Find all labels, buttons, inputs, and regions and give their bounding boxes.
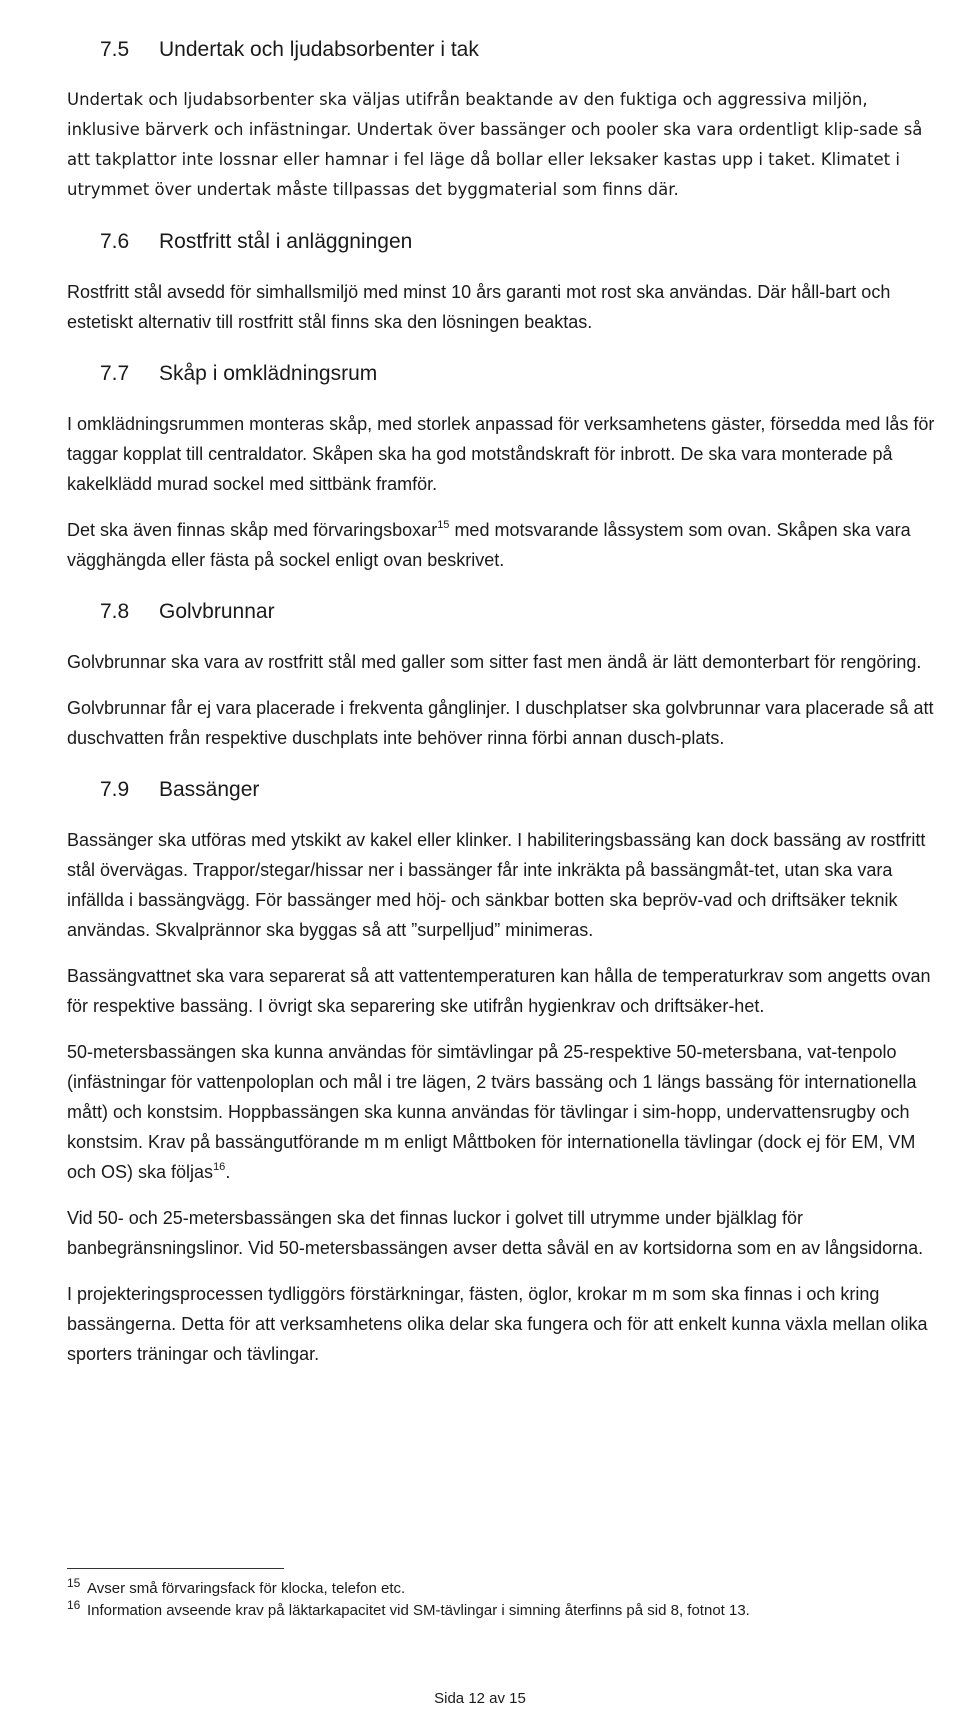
section-title: Bassänger bbox=[159, 778, 260, 801]
footnote-text: Information avseende krav på läktarkapacitet vid SM-tävlingar i simning återfinns på sid 8, fotnot 13. bbox=[87, 1602, 750, 1619]
paragraph: Golvbrunnar får ej vara placerade i frekventa gånglinjer. I duschplatser ska golvbrunnar vara placerade så att duschvatten från respektive duschplats inte behöver rinna förbi annan dusch-plats. bbox=[67, 698, 934, 748]
footnote-number: 15 bbox=[67, 1576, 81, 1590]
footnote-16 bbox=[67, 1600, 935, 1622]
paragraph: Rostfritt stål avsedd för simhallsmiljö med minst 10 års garanti mot rost ska användas. Där håll-bart och estetiskt alternativ till rostfritt stål finns ska den lösningen beaktas. bbox=[67, 282, 891, 332]
footnotes bbox=[67, 1578, 935, 1622]
paragraph: Vid 50- och 25-metersbassängen ska det finnas luckor i golvet till utrymme under bjälklag för banbegränsningslinor. Vid 50-metersbassängen avser detta såväl en av kortsidorna som en av långsidorna. bbox=[67, 1208, 924, 1258]
paragraph: I omklädningsrummen monteras skåp, med storlek anpassad för verksamhetens gäster, försedda med lås för taggar kopplat till centraldator. Skåpen ska ha god motståndskraft för inbrott. De ska vara monterade på kakelklädd murad sockel med sittbänk framför. bbox=[67, 414, 935, 494]
section-number: 7.6 bbox=[100, 230, 130, 253]
section-heading-7-7 bbox=[67, 359, 935, 389]
section-number: 7.5 bbox=[100, 38, 130, 61]
paragraph-text: 50-metersbassängen ska kunna användas för simtävlingar på 25-respektive 50-metersbana, vat-tenpolo (infästningar för vattenpoloplan och mål i tre lägen, 2 tvärs bassäng och 1 längs bassäng för internationella mått) och konstsim. Hoppbassängen ska kunna användas för tävlingar i sim-hopp, undervattensrugby och konstsim. Krav på bassängutförande m m enligt Måttboken för internationella tävlingar (dock ej för EM, VM och OS) ska följas bbox=[67, 1042, 917, 1182]
page-number: Sida 12 av 15 bbox=[434, 1690, 526, 1707]
page-content bbox=[67, 35, 935, 1369]
footnote-ref-16[interactable]: 16 bbox=[213, 1161, 226, 1173]
paragraph: Undertak och ljudabsorbenter ska väljas utifrån beaktande av den fuktiga och aggressiva miljön, inklusive bärverk och infästningar. Undertak över bassänger och pooler ska vara ordentligt klip-sade så att takplattor inte lossnar eller hamnar i fel läge då bollar eller leksaker kastas upp i taket. Klimatet i utrymmet över undertak måste tillpassas det byggmaterial som finns där. bbox=[67, 90, 923, 199]
section-heading-7-9 bbox=[67, 775, 935, 805]
section-heading-7-8 bbox=[67, 597, 935, 627]
footnote-ref-15[interactable]: 15 bbox=[437, 519, 450, 531]
footnote-15 bbox=[67, 1578, 935, 1600]
paragraph bbox=[67, 515, 935, 575]
paragraph: Bassängvattnet ska vara separerat så att vattentemperaturen kan hålla de temperaturkrav som angetts ovan för respektive bassäng. I övrigt ska separering ske utifrån hygienkrav och driftsäker-het. bbox=[67, 966, 931, 1016]
section-number: 7.8 bbox=[100, 600, 130, 623]
section-title: Rostfritt stål i anläggningen bbox=[159, 230, 413, 253]
footnote-divider bbox=[67, 1568, 284, 1569]
section-title: Golvbrunnar bbox=[159, 600, 275, 623]
paragraph: Bassänger ska utföras med ytskikt av kakel eller klinker. I habiliteringsbassäng kan dock bassäng av rostfritt stål övervägas. Trappor/stegar/hissar ner i bassänger får inte inkräkta på bassängmåt-tet, utan ska vara infällda i bassängvägg. För bassänger med höj- och sänkbar botten ska bepröv-vad och driftsäker teknik användas. Skvalprännor ska byggas så att ”surpelljud” minimeras. bbox=[67, 830, 926, 940]
paragraph bbox=[67, 1037, 935, 1187]
paragraph-text: Det ska även finnas skåp med förvaringsboxar bbox=[67, 520, 438, 540]
section-heading-7-5 bbox=[67, 35, 935, 65]
footnote-text: Avser små förvaringsfack för klocka, telefon etc. bbox=[87, 1580, 406, 1597]
paragraph: I projekteringsprocessen tydliggörs förstärkningar, fästen, öglor, krokar m m som ska finnas i och kring bassängerna. Detta för att verksamhetens olika delar ska fungera och för att enkelt kunna växla mellan olika sporters träningar och tävlingar. bbox=[67, 1284, 928, 1364]
section-title: Undertak och ljudabsorbenter i tak bbox=[159, 38, 479, 61]
section-title: Skåp i omklädningsrum bbox=[159, 362, 378, 385]
footnote-number: 16 bbox=[67, 1598, 81, 1612]
paragraph: Golvbrunnar ska vara av rostfritt stål med galler som sitter fast men ändå är lätt demonterbart för rengöring. bbox=[67, 652, 922, 672]
section-heading-7-6 bbox=[67, 227, 935, 257]
section-number: 7.9 bbox=[100, 778, 130, 801]
paragraph-text: med motsvarande låssystem som ovan. Skåpen ska vara vägghängda eller fästa på sockel enligt ovan beskrivet. bbox=[67, 520, 911, 570]
paragraph-text: . bbox=[225, 1162, 231, 1182]
section-number: 7.7 bbox=[100, 362, 130, 385]
